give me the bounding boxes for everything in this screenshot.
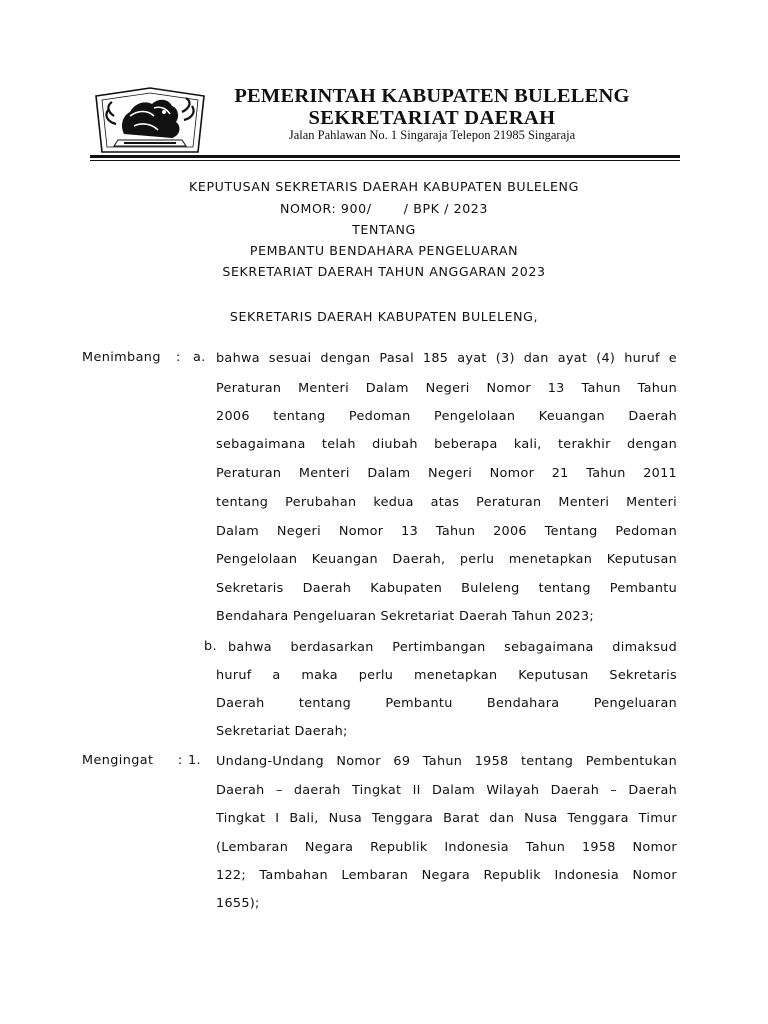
issuing-official: SEKRETARIS DAERAH KABUPATEN BULELENG,	[229, 309, 539, 324]
buleleng-emblem-logo	[94, 86, 206, 156]
decree-subject-line2: SEKRETARIAT DAERAH TAHUN ANGGARAN 2023	[222, 264, 546, 279]
decree-subject-line1: PEMBANTU BENDAHARA PENGELUARAN	[249, 243, 519, 258]
menimbang-a-line: Pengelolaan Keuangan Daerah, perlu menetapkan Keputusan	[216, 552, 677, 567]
menimbang-a-line: 2006 tentang Pedoman Pengelolaan Keuangan Daerah	[216, 409, 677, 424]
menimbang-b-line: Daerah tentang Pembantu Bendahara Pengeluaran	[216, 696, 677, 711]
mengingat-1-line: Tingkat I Bali, Nusa Tenggara Barat dan Nusa Tenggara Timur	[216, 811, 677, 826]
letterhead-office-name: SEKRETARIAT DAERAH	[308, 107, 556, 129]
menimbang-a-line: tentang Perubahan kedua atas Peraturan Menteri Menteri	[216, 495, 677, 510]
letterhead-divider-thin	[90, 160, 680, 161]
menimbang-b-marker: b.	[204, 639, 217, 654]
mengingat-1-line: 122; Tambahan Lembaran Negara Republik Indonesia Nomor	[216, 868, 677, 883]
letterhead-divider-thick	[90, 155, 680, 158]
mengingat-label: Mengingat	[82, 753, 154, 768]
menimbang-b-line: huruf a maka perlu menetapkan Keputusan Sekretaris	[216, 668, 677, 683]
menimbang-a-line: Sekretaris Daerah Kabupaten Buleleng tentang Pembantu	[216, 581, 677, 596]
menimbang-a-line: Peraturan Menteri Dalam Negeri Nomor 21 Tahun 2011	[216, 466, 677, 481]
menimbang-b-line: bahwa berdasarkan Pertimbangan sebagaimana dimaksud	[228, 640, 677, 655]
menimbang-a-line: sebagaimana telah diubah beberapa kali, terakhir dengan	[216, 437, 677, 452]
mengingat-1-line: Undang-Undang Nomor 69 Tahun 1958 tentang Pembentukan	[216, 754, 677, 769]
letterhead-address: Jalan Pahlawan No. 1 Singaraja Telepon 21985 Singaraja	[288, 128, 576, 142]
menimbang-a-line: Dalam Negeri Nomor 13 Tahun 2006 Tentang Pedoman	[216, 524, 677, 539]
menimbang-label: Menimbang	[82, 350, 161, 365]
menimbang-a-marker: a.	[193, 350, 206, 365]
menimbang-a-line: Peraturan Menteri Dalam Negeri Nomor 13 Tahun Tahun	[216, 381, 677, 396]
decree-tentang: TENTANG	[352, 222, 416, 237]
mengingat-colon: :	[178, 753, 183, 768]
menimbang-b-line: Sekretariat Daerah;	[216, 724, 348, 739]
menimbang-colon: :	[176, 350, 181, 365]
menimbang-a-line: bahwa sesuai dengan Pasal 185 ayat (3) dan ayat (4) huruf e	[216, 351, 677, 366]
mengingat-1-line: (Lembaran Negara Republik Indonesia Tahun 1958 Nomor	[216, 840, 677, 855]
mengingat-1-line: 1655);	[216, 896, 260, 911]
menimbang-a-line: Bendahara Pengeluaran Sekretariat Daerah Tahun 2023;	[216, 609, 595, 624]
mengingat-1-marker: 1.	[188, 753, 202, 768]
mengingat-1-line: Daerah – daerah Tingkat II Dalam Wilayah Daerah – Daerah	[216, 783, 677, 798]
letterhead-government-name: PEMERINTAH KABUPATEN BULELENG	[234, 85, 630, 107]
decree-title: KEPUTUSAN SEKRETARIS DAERAH KABUPATEN BULELENG	[189, 179, 579, 194]
decree-number: NOMOR: 900/ / BPK / 2023	[279, 201, 489, 216]
